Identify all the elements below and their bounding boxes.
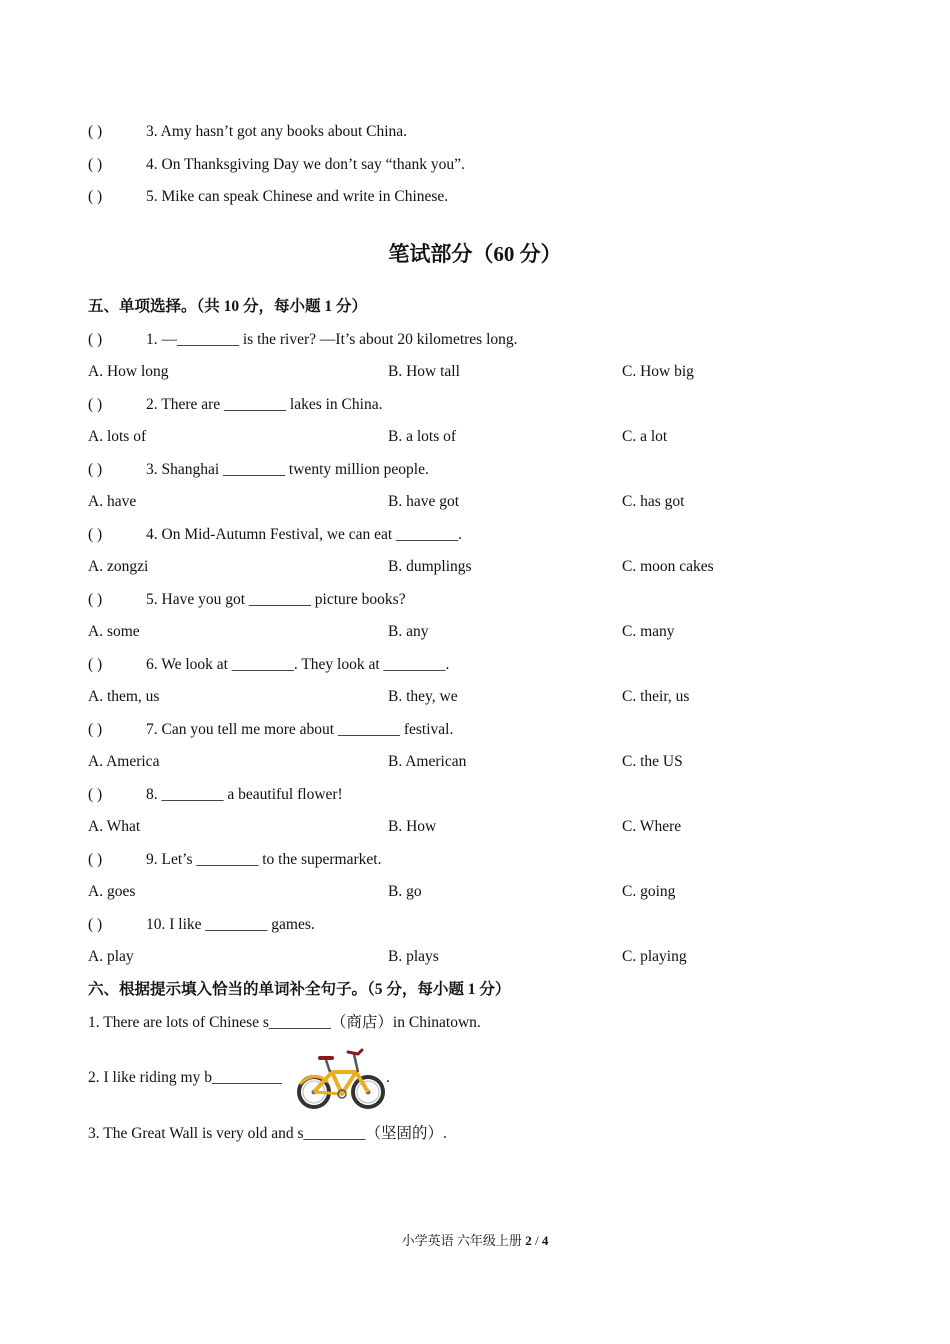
answer-blank[interactable]: ( )	[88, 656, 103, 673]
option-b: B. American	[388, 753, 467, 770]
question-text: 3. Shanghai ________ twenty million people.	[146, 461, 429, 478]
option-b: B. go	[388, 883, 422, 900]
mcq-options-9	[88, 882, 868, 902]
question-text: 8. ________ a beautiful flower!	[146, 786, 343, 803]
option-c: C. the US	[622, 753, 683, 770]
option-b: B. plays	[388, 948, 439, 965]
mcq-options-7	[88, 752, 868, 772]
page-number: 2	[525, 1233, 532, 1248]
mcq-options-4	[88, 557, 868, 577]
option-c: C. going	[622, 883, 676, 900]
tf-item-3	[88, 122, 407, 142]
option-a: A. goes	[88, 883, 136, 900]
option-b: B. a lots of	[388, 428, 457, 445]
question-text: 6. We look at ________. They look at ________.	[146, 656, 450, 673]
mcq-question-8	[88, 785, 343, 805]
tf-item-5	[88, 187, 448, 207]
option-a: A. have	[88, 493, 137, 510]
option-b: B. any	[388, 623, 429, 640]
page-footer	[0, 1230, 950, 1249]
tf-item-4	[88, 155, 465, 175]
mcq-options-8	[88, 817, 868, 837]
mcq-question-3	[88, 460, 429, 480]
option-b: B. dumplings	[388, 558, 472, 575]
section5-heading: 五、单项选择。（共 10 分，每小题 1 分）	[88, 298, 368, 315]
mcq-options-2	[88, 427, 868, 447]
answer-blank[interactable]: ( )	[88, 123, 103, 140]
bicycle-icon	[296, 1044, 388, 1112]
option-c: C. playing	[622, 948, 687, 965]
option-a: A. some	[88, 623, 140, 640]
tf-item-text: 5. Mike can speak Chinese and write in Chinese.	[146, 188, 449, 205]
option-a: A. lots of	[88, 428, 147, 445]
option-a: A. America	[88, 753, 160, 770]
footer-text: 小学英语 六年级上册	[401, 1233, 522, 1248]
option-a: A. How long	[88, 363, 169, 380]
mcq-options-10	[88, 947, 868, 967]
tf-item-text: 3. Amy hasn’t got any books about China.	[146, 123, 408, 140]
mcq-options-1	[88, 362, 868, 382]
section6-heading: 六、根据提示填入恰当的单词补全句子。（5 分，每小题 1 分）	[88, 981, 511, 998]
option-a: A. zongzi	[88, 558, 149, 575]
mcq-options-3	[88, 492, 868, 512]
option-a: A. What	[88, 818, 141, 835]
fill-item-2	[88, 1068, 282, 1088]
question-text: 7. Can you tell me more about ________ festival.	[146, 721, 454, 738]
answer-blank[interactable]: ( )	[88, 916, 103, 933]
page-separator: /	[531, 1233, 542, 1248]
fill-item-1: 1. There are lots of Chinese s________（商店）in Chinatown.	[88, 1014, 481, 1031]
mcq-options-6	[88, 687, 868, 707]
fill-item-2-text: 2. I like riding my b_________	[88, 1069, 282, 1086]
written-part-title: 笔试部分（60 分）	[388, 242, 562, 266]
mcq-options-5	[88, 622, 868, 642]
option-c: C. Where	[622, 818, 682, 835]
option-c: C. How big	[622, 363, 694, 380]
option-b: B. they, we	[388, 688, 458, 705]
mcq-question-4	[88, 525, 462, 545]
answer-blank[interactable]: ( )	[88, 786, 103, 803]
answer-blank[interactable]: ( )	[88, 396, 103, 413]
option-c: C. has got	[622, 493, 685, 510]
answer-blank[interactable]: ( )	[88, 461, 103, 478]
mcq-question-10	[88, 915, 315, 935]
answer-blank[interactable]: ( )	[88, 591, 103, 608]
option-c: C. moon cakes	[622, 558, 714, 575]
question-text: 2. There are ________ lakes in China.	[146, 396, 383, 413]
answer-blank[interactable]: ( )	[88, 851, 103, 868]
answer-blank[interactable]: ( )	[88, 721, 103, 738]
option-c: C. many	[622, 623, 675, 640]
mcq-question-5	[88, 590, 406, 610]
fill-item-3: 3. The Great Wall is very old and s________（坚固的）.	[88, 1125, 447, 1142]
option-b: B. How tall	[388, 363, 460, 380]
mcq-question-9	[88, 850, 381, 870]
question-text: 10. I like ________ games.	[146, 916, 315, 933]
option-b: B. How	[388, 818, 437, 835]
answer-blank[interactable]: ( )	[88, 188, 103, 205]
mcq-question-7	[88, 720, 453, 740]
answer-blank[interactable]: ( )	[88, 526, 103, 543]
question-text: 5. Have you got ________ picture books?	[146, 591, 406, 608]
tf-item-text: 4. On Thanksgiving Day we don’t say “thank you”.	[146, 156, 465, 173]
option-a: A. them, us	[88, 688, 160, 705]
option-b: B. have got	[388, 493, 460, 510]
page-total: 4	[541, 1233, 549, 1248]
fill-item-2-end: .	[386, 1069, 390, 1086]
option-a: A. play	[88, 948, 134, 965]
mcq-question-1	[88, 330, 518, 350]
answer-blank[interactable]: ( )	[88, 156, 103, 173]
answer-blank[interactable]: ( )	[88, 331, 103, 348]
option-c: C. their, us	[622, 688, 690, 705]
question-text: 4. On Mid-Autumn Festival, we can eat ________.	[146, 526, 462, 543]
mcq-question-2	[88, 395, 382, 415]
question-text: 1. —________ is the river? —It’s about 20 kilometres long.	[146, 331, 518, 348]
mcq-question-6	[88, 655, 449, 675]
question-text: 9. Let’s ________ to the supermarket.	[146, 851, 382, 868]
option-c: C. a lot	[622, 428, 668, 445]
